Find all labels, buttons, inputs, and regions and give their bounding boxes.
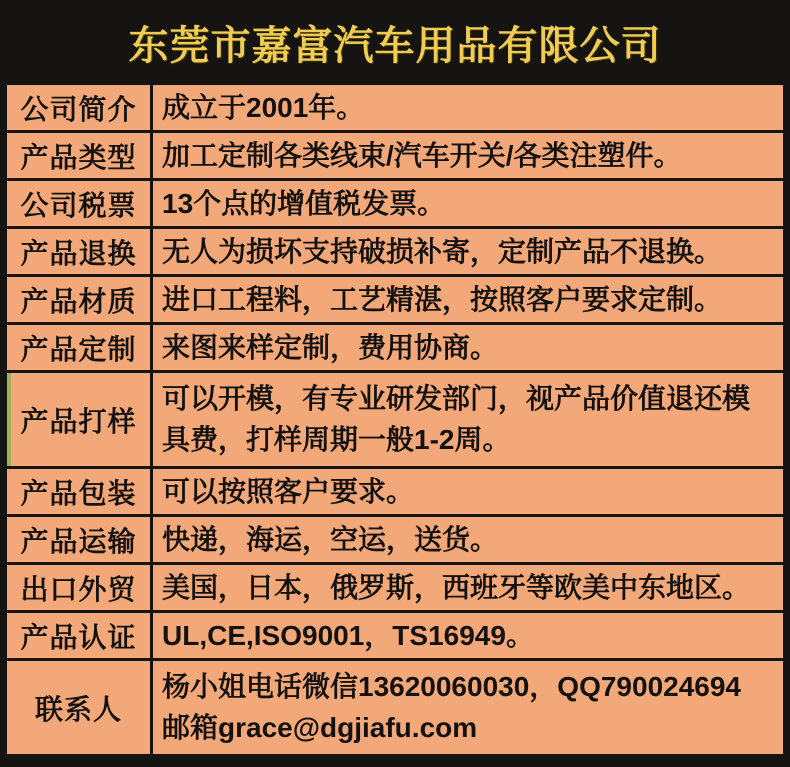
row-value: UL,CE,ISO9001，TS16949。 [162, 619, 534, 651]
row-value: 来图来样定制，费用协商。 [162, 331, 499, 363]
row-label: 产品打样 [7, 373, 153, 466]
row-label: 产品类型 [7, 133, 153, 178]
row-label: 联系人 [7, 661, 153, 754]
row-label: 公司简介 [7, 85, 153, 130]
row-value: 成立于2001年。 [162, 91, 365, 123]
info-table [7, 85, 783, 757]
row-label: 产品包装 [7, 469, 153, 514]
row-label: 产品材质 [7, 277, 153, 322]
row-label: 产品定制 [7, 325, 153, 370]
row-label: 产品退换 [7, 229, 153, 274]
row-value: 无人为损坏支持破损补寄，定制产品不退换。 [162, 235, 723, 267]
contact-email-line: 邮箱grace@dgjiafu.com [162, 711, 478, 743]
row-label: 产品认证 [7, 613, 153, 658]
table-row [7, 469, 783, 517]
row-value: 13个点的增值税发票。 [162, 187, 446, 219]
row-value [153, 661, 783, 754]
header [0, 0, 790, 85]
row-value: 快递，海运，空运，送货。 [162, 523, 499, 555]
row-value [153, 373, 783, 466]
row-value: 可以按照客户要求。 [162, 475, 415, 507]
row-label: 产品运输 [7, 517, 153, 562]
row-label: 出口外贸 [7, 565, 153, 610]
table-row [7, 565, 783, 613]
table-row [7, 85, 783, 133]
table-row [7, 373, 783, 469]
row-label: 公司税票 [7, 181, 153, 226]
row-value: 加工定制各类线束/汽车开关/各类注塑件。 [162, 139, 682, 171]
bottom-margin [0, 757, 790, 767]
company-title: 东莞市嘉富汽车用品有限公司 [128, 24, 662, 68]
row-value-line: 具费，打样周期一般1-2周。 [162, 423, 511, 455]
row-value: 美国，日本，俄罗斯，西班牙等欧美中东地区。 [162, 571, 751, 603]
table-row [7, 181, 783, 229]
row-value: 进口工程料，工艺精湛，按照客户要求定制。 [162, 283, 723, 315]
table-row [7, 661, 783, 757]
row-value-line: 可以开模，有专业研发部门，视产品价值退还模 [162, 382, 751, 414]
table-row [7, 613, 783, 661]
table-row [7, 325, 783, 373]
table-row [7, 229, 783, 277]
table-row [7, 277, 783, 325]
table-row [7, 517, 783, 565]
table-row [7, 133, 783, 181]
contact-phone-line: 杨小姐电话微信13620060030，QQ790024694 [162, 670, 742, 702]
